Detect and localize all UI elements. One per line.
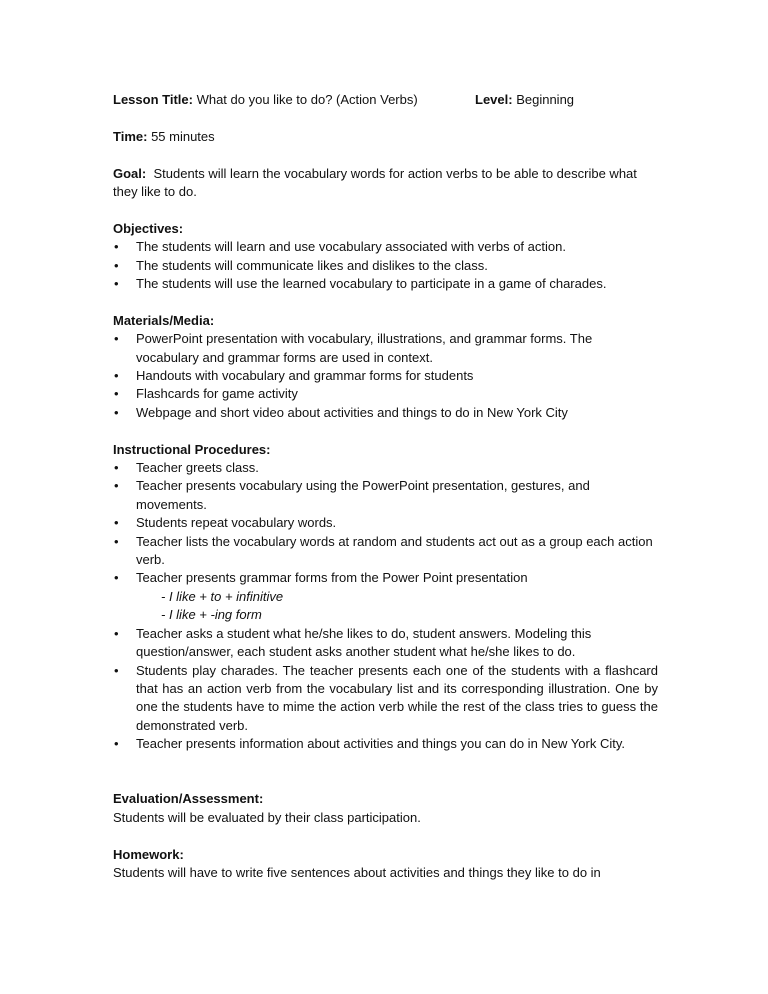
objectives-heading: Objectives: — [113, 220, 184, 236]
list-item: • Students repeat vocabulary words. — [113, 514, 658, 532]
goal-value: Students will learn the vocabulary words for action verbs to be able to describe what they like to do. — [113, 165, 637, 199]
list-item: • Teacher asks a student what he/she likes to do, student answers. Modeling this question/answer, each student asks another student what he/she likes to do. — [113, 625, 658, 662]
list-item: • Handouts with vocabulary and grammar forms for students — [113, 367, 658, 385]
evaluation-text: Students will be evaluated by their class participation. — [113, 809, 421, 825]
list-item: • Teacher presents vocabulary using the PowerPoint presentation, gestures, and movements. — [113, 477, 658, 514]
procedures-list-continued — [113, 625, 658, 754]
goal-label: Goal: — [113, 165, 147, 181]
grammar-form: - I like + -ing form — [161, 607, 262, 623]
list-item: • Webpage and short video about activities and things to do in New York City — [113, 404, 658, 422]
time-value: 55 minutes — [151, 128, 215, 144]
procedures-heading: Instructional Procedures: — [113, 441, 271, 457]
title-row — [113, 91, 658, 109]
list-item: • Teacher greets class. — [113, 459, 658, 477]
grammar-form: - I like + to + infinitive — [161, 588, 284, 604]
level-value: Beginning — [516, 92, 575, 107]
materials-list — [113, 330, 658, 422]
list-item: • PowerPoint presentation with vocabulary, illustrations, and grammar forms. The vocabulary and grammar forms are used in context. — [113, 330, 658, 367]
list-item: • Teacher lists the vocabulary words at random and students act out as a group each action verb. — [113, 533, 658, 570]
homework-text: Students will have to write five sentences about activities and things they like to do in — [113, 864, 601, 880]
procedures-list — [113, 459, 658, 588]
list-item: • The students will communicate likes and dislikes to the class. — [113, 257, 658, 275]
list-item: • Teacher presents grammar forms from the Power Point presentation — [113, 569, 658, 587]
lesson-title-value: What do you like to do? (Action Verbs) — [196, 92, 418, 107]
list-item: • The students will use the learned vocabulary to participate in a game of charades. — [113, 275, 658, 293]
list-item: • Flashcards for game activity — [113, 385, 658, 403]
evaluation-heading: Evaluation/Assessment: — [113, 791, 264, 807]
lesson-plan — [113, 91, 658, 882]
list-item: • The students will learn and use vocabulary associated with verbs of action. — [113, 238, 658, 256]
time-row — [113, 128, 658, 146]
materials-heading: Materials/Media: — [113, 312, 215, 328]
level-label: Level: — [475, 92, 513, 107]
lesson-title-label: Lesson Title: — [113, 92, 193, 107]
list-item: • Students play charades. The teacher presents each one of the students with a flashcard that has an action verb from the vocabulary list and its corresponding illustration. One by one the students have to mime the action verb while the rest of the class tries to guess the demonstrated verb. — [113, 662, 658, 736]
homework-heading: Homework: — [113, 846, 184, 862]
time-label: Time: — [113, 128, 148, 144]
goal-paragraph — [113, 165, 658, 202]
list-item: • Teacher presents information about activities and things you can do in New York City. — [113, 735, 658, 753]
objectives-list — [113, 238, 658, 293]
